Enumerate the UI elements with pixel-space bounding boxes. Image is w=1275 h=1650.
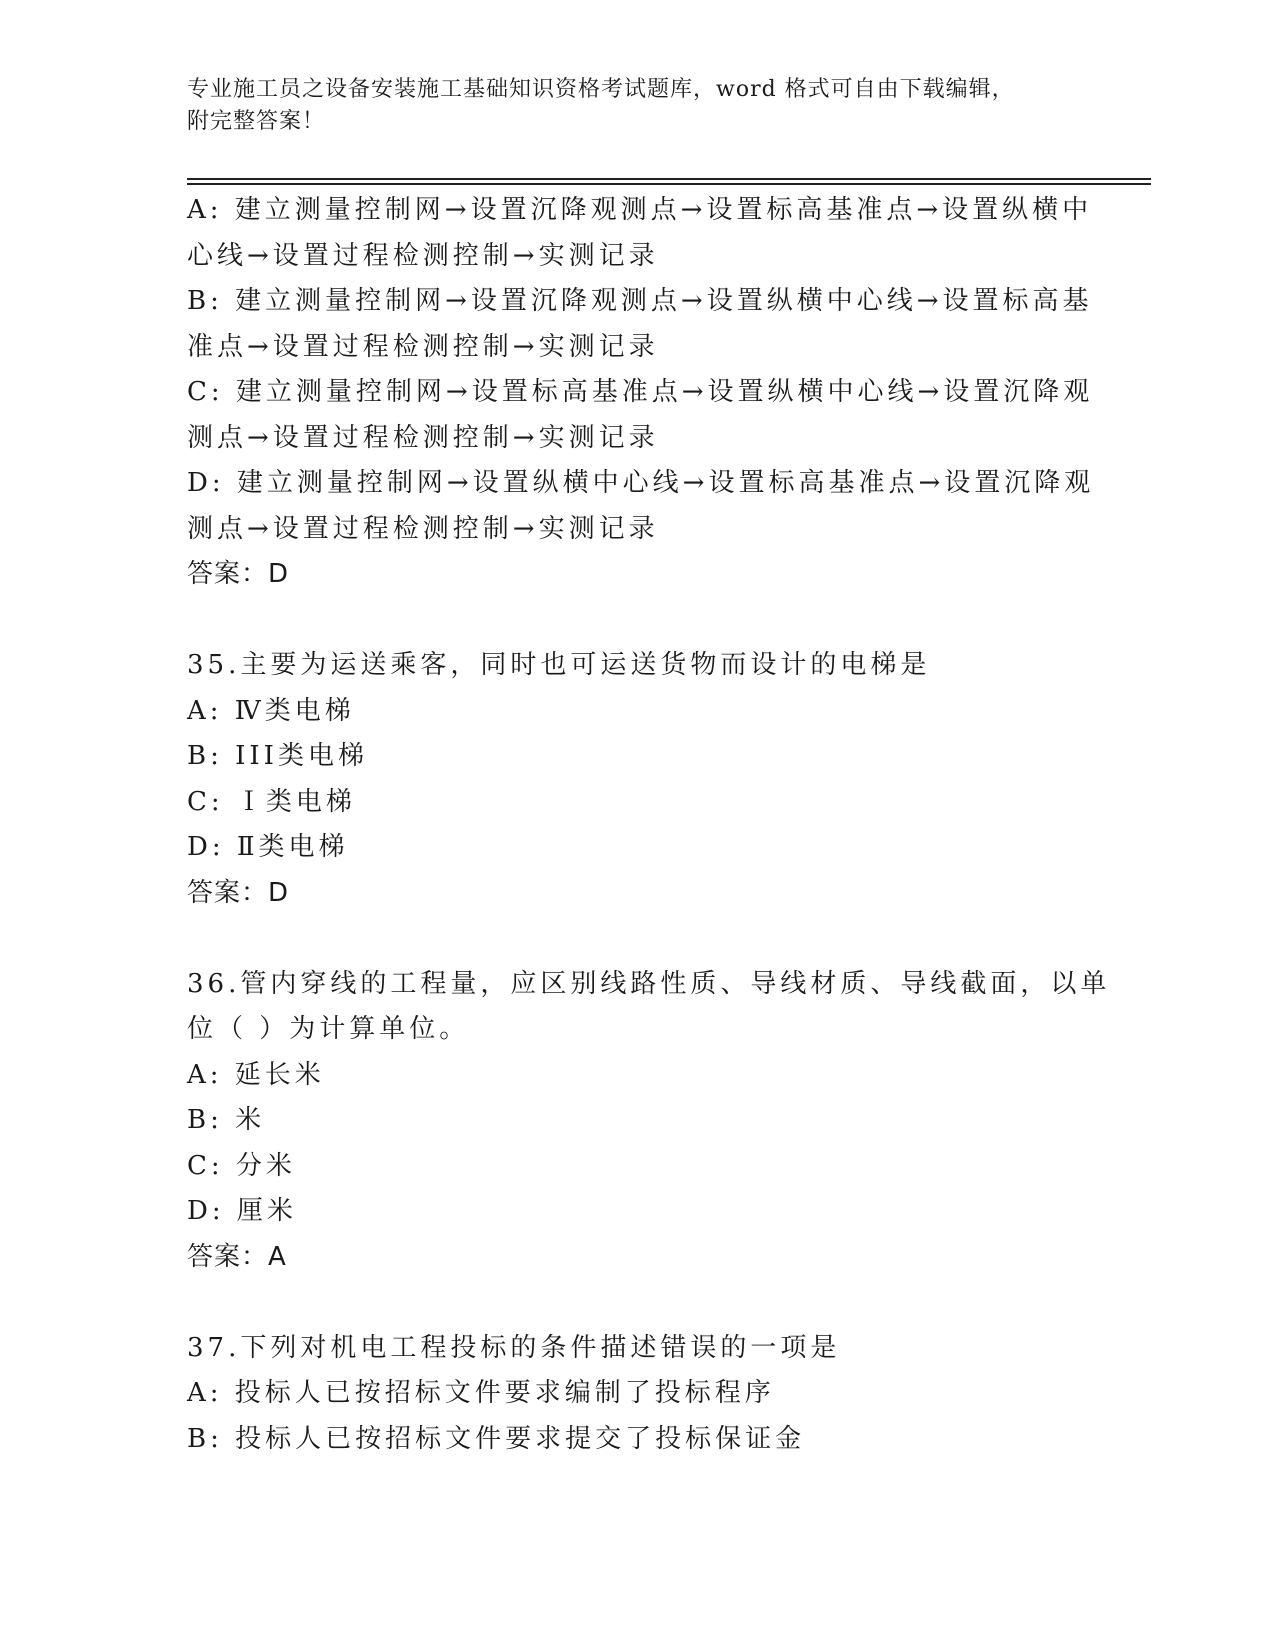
question-stem: 37.下列对机电工程投标的条件描述错误的一项是: [187, 1332, 841, 1363]
option-d-line-1: D: 建立测量控制网→设置纵横中心线→设置标高基准点→设置沉降观: [187, 468, 1095, 498]
answer-label: 答案：A: [187, 1241, 287, 1272]
question-stem: 35.主要为运送乘客，同时也可运送货物而设计的电梯是: [187, 650, 931, 680]
option-c-line-1: C: 建立测量控制网→设置标高基准点→设置纵横中心线→设置沉降观: [187, 377, 1094, 407]
option-d-line-2: 测点→设置过程检测控制→实测记录: [187, 513, 659, 544]
question-34-block: [187, 188, 1095, 598]
option-a-line-1: A: 建立测量控制网→设置沉降观测点→设置标高基准点→设置纵横中: [187, 195, 1093, 225]
spacer: [187, 916, 1087, 962]
option-a: A: 投标人已按招标文件要求编制了投标程序: [187, 1378, 775, 1408]
document-header: [187, 74, 1087, 138]
question-content: [187, 188, 1111, 1462]
spacer: [187, 598, 1087, 644]
question-stem-line-1: 36.管内穿线的工程量，应区别线路性质、导线材质、导线截面，以单: [187, 968, 1111, 999]
option-c: C: Ｉ类电梯: [187, 786, 356, 817]
question-37-block: [187, 1326, 1087, 1463]
option-c: C: 分米: [187, 1150, 296, 1181]
header-rule-top: [187, 178, 1151, 180]
option-d: D: 厘米: [187, 1196, 297, 1226]
header-rule-bottom: [187, 183, 1151, 185]
answer-label: 答案：D: [187, 559, 290, 589]
spacer: [187, 1280, 1087, 1326]
question-stem-line-2: 位（ ）为计算单位。: [187, 1014, 470, 1044]
option-b-line-2: 准点→设置过程检测控制→实测记录: [187, 331, 659, 362]
option-b-line-1: B: 建立测量控制网→设置沉降观测点→设置纵横中心线→设置标高基: [187, 286, 1093, 316]
option-a: A: Ⅳ类电梯: [187, 695, 355, 726]
answer-label: 答案：D: [187, 877, 290, 908]
option-d: D: Ⅱ类电梯: [187, 832, 349, 862]
option-c-line-2: 测点→设置过程检测控制→实测记录: [187, 422, 659, 453]
option-b: B: 米: [187, 1105, 266, 1135]
option-b: B: III类电梯: [187, 741, 368, 771]
option-b: B: 投标人已按招标文件要求提交了投标保证金: [187, 1423, 806, 1454]
option-a: A: 延长米: [187, 1059, 325, 1090]
header-line-2: 附完整答案！: [187, 109, 326, 134]
header-line-1: 专业施工员之设备安装施工基础知识资格考试题库，word 格式可自由下载编辑，: [187, 77, 1015, 102]
option-a-line-2: 心线→设置过程检测控制→实测记录: [187, 240, 659, 271]
question-36-block: [187, 962, 1111, 1281]
question-35-block: [187, 643, 1087, 916]
